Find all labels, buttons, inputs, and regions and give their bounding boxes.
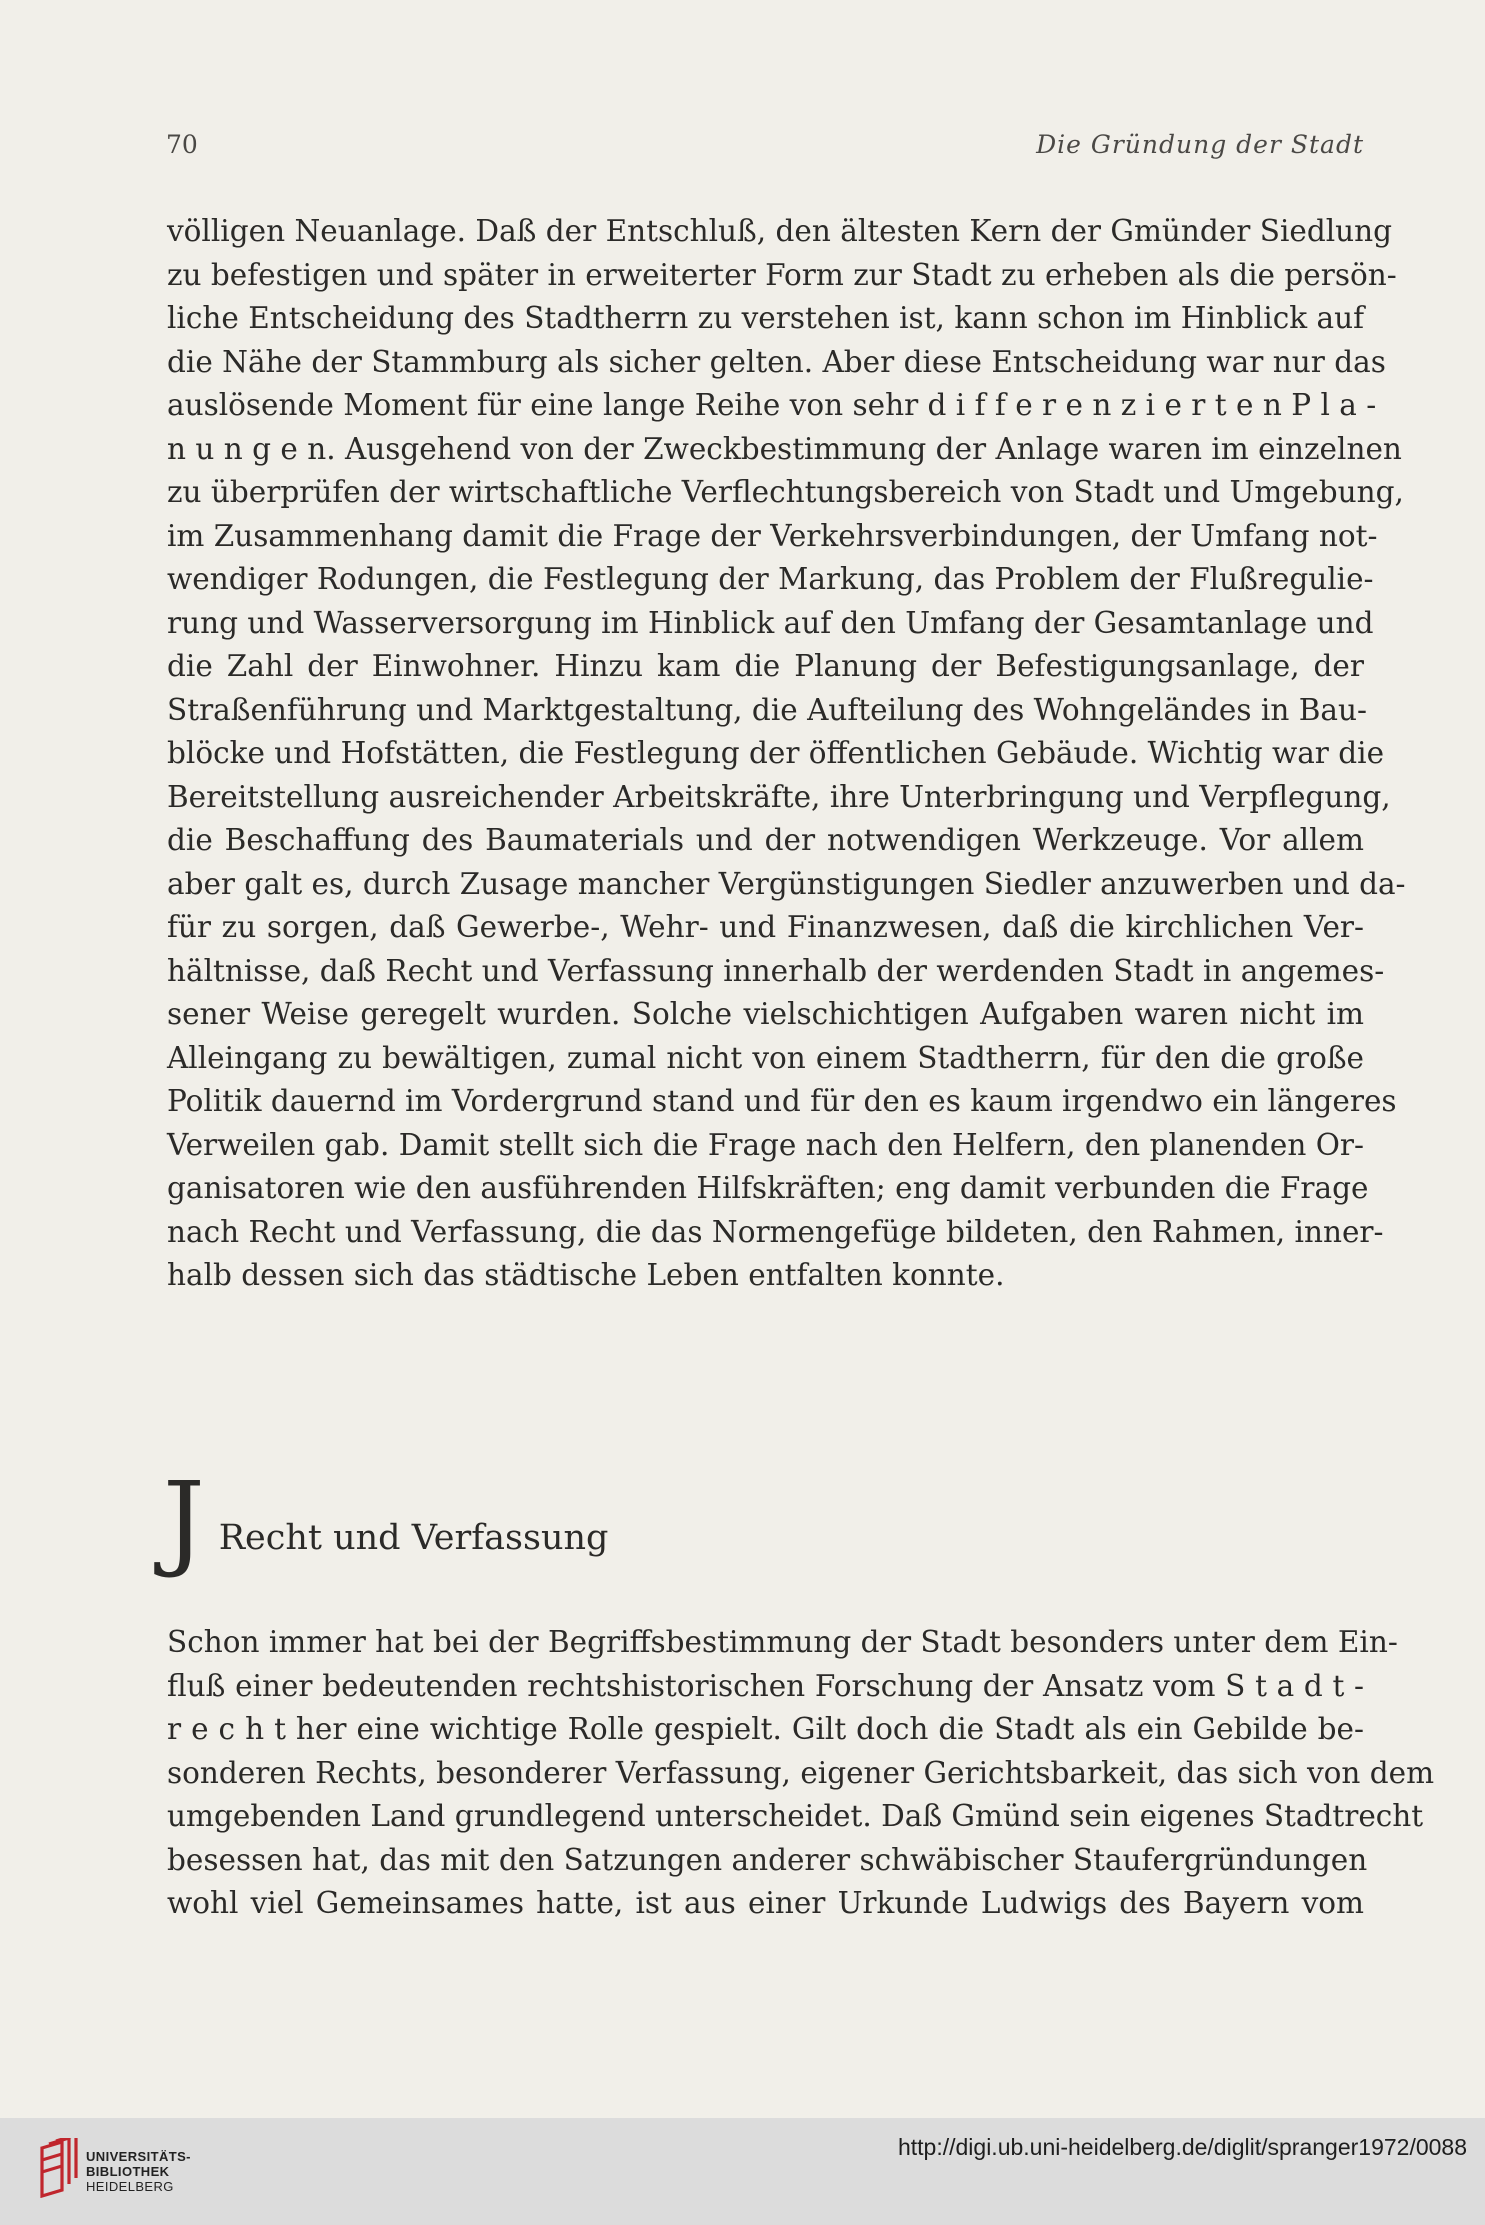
library-name bbox=[86, 2149, 191, 2194]
text-line: besessen hat, das mit den Satzungen anderer schwäbischer Staufergründungen bbox=[167, 1842, 1368, 1877]
text-line: n u n g e n. Ausgehend von der Zweckbestimmung der Anlage waren im einzelnen bbox=[167, 431, 1402, 466]
footer-bar bbox=[0, 2118, 1485, 2225]
text-line: sonderen Rechts, besonderer Verfassung, eigener Gerichtsbarkeit, das sich von dem bbox=[167, 1755, 1435, 1790]
library-name-line: BIBLIOTHEK bbox=[86, 2164, 170, 2179]
text-line: die Beschaffung des Baumaterials und der notwendigen Werkzeuge. Vor allem bbox=[167, 823, 1364, 857]
text-line: fluß einer bedeutenden rechtshistorischen Forschung der Ansatz vom S t a d t - bbox=[167, 1668, 1364, 1703]
text-line: nach Recht und Verfassung, die das Normengefüge bildeten, den Rahmen, inner- bbox=[167, 1214, 1384, 1249]
text-line: liche Entscheidung des Stadtherrn zu verstehen ist, kann schon im Hinblick auf bbox=[167, 301, 1364, 335]
text-line: Alleingang zu bewältigen, zumal nicht von einem Stadtherrn, für den die große bbox=[167, 1040, 1364, 1075]
text-line: wohl viel Gemeinsames hatte, ist aus einer Urkunde Ludwigs des Bayern vom bbox=[167, 1886, 1364, 1920]
text-line: umgebenden Land grundlegend unterscheidet. Daß Gmünd sein eigenes Stadtrecht bbox=[167, 1799, 1424, 1833]
text-line: aber galt es, durch Zusage mancher Vergünstigungen Siedler anzuwerben und da- bbox=[167, 866, 1406, 901]
text-line: ganisatoren wie den ausführenden Hilfskräften; eng damit verbunden die Frage bbox=[167, 1171, 1369, 1205]
text-line: für zu sorgen, daß Gewerbe-, Wehr- und Finanzwesen, daß die kirchlichen Ver- bbox=[167, 910, 1364, 944]
page-number: 70 bbox=[166, 130, 198, 159]
source-url-link[interactable]: http://digi.ub.uni-heidelberg.de/diglit/spranger1972/0088 bbox=[897, 2134, 1467, 2160]
text-line: auslösende Moment für eine lange Reihe von sehr d i f f e r e n z i e r t e n P l a - bbox=[167, 388, 1377, 422]
running-title: Die Gründung der Stadt bbox=[1036, 130, 1364, 159]
text-line: sener Weise geregelt wurden. Solche vielschichtigen Aufgaben waren nicht im bbox=[167, 997, 1364, 1031]
text-line: völligen Neuanlage. Daß der Entschluß, den ältesten Kern der Gmünder Siedlung bbox=[167, 214, 1393, 248]
text-line: wendiger Rodungen, die Festlegung der Markung, das Problem der Flußregulie- bbox=[167, 562, 1374, 596]
section-letter: J bbox=[163, 1459, 205, 1581]
running-head bbox=[166, 130, 1364, 159]
text-line: die Zahl der Einwohner. Hinzu kam die Planung der Befestigungsanlage, der bbox=[167, 649, 1364, 683]
text-line: die Nähe der Stammburg als sicher gelten. Aber diese Entscheidung war nur das bbox=[167, 344, 1386, 379]
section-heading bbox=[163, 1459, 609, 1581]
text-line: r e c h t her eine wichtige Rolle gespielt. Gilt doch die Stadt als ein Gebilde be- bbox=[167, 1712, 1364, 1746]
text-line: zu überprüfen der wirtschaftliche Verflechtungsbereich von Stadt und Umgebung, bbox=[167, 475, 1404, 509]
library-logo-icon bbox=[36, 2138, 82, 2198]
library-name-line: UNIVERSITÄTS- bbox=[86, 2149, 191, 2164]
text-line: halb dessen sich das städtische Leben entfalten konnte. bbox=[167, 1258, 1005, 1292]
text-line: Schon immer hat bei der Begriffsbestimmung der Stadt besonders unter dem Ein- bbox=[167, 1625, 1398, 1659]
text-line: Verweilen gab. Damit stellt sich die Frage nach den Helfern, den planenden Or- bbox=[167, 1127, 1364, 1162]
paragraph-2 bbox=[167, 1621, 1435, 1926]
text-line: im Zusammenhang damit die Frage der Verkehrsverbindungen, der Umfang not- bbox=[167, 518, 1378, 553]
text-line: blöcke und Hofstätten, die Festlegung der öffentlichen Gebäude. Wichtig war die bbox=[167, 736, 1385, 770]
section-title: Recht und Verfassung bbox=[218, 1518, 609, 1558]
text-line: Bereitstellung ausreichender Arbeitskräfte, ihre Unterbringung und Verpflegung, bbox=[167, 779, 1391, 814]
paragraph-1 bbox=[167, 210, 1406, 1298]
text-line: hältnisse, daß Recht und Verfassung innerhalb der werdenden Stadt in angemes- bbox=[167, 953, 1385, 988]
text-line: zu befestigen und später in erweiterter Form zur Stadt zu erheben als die persön- bbox=[167, 257, 1397, 292]
text-line: Politik dauernd im Vordergrund stand und für den es kaum irgendwo ein längeres bbox=[167, 1084, 1397, 1118]
text-line: Straßenführung und Marktgestaltung, die Aufteilung des Wohngeländes in Bau- bbox=[167, 692, 1367, 727]
library-name-line: HEIDELBERG bbox=[86, 2179, 174, 2194]
text-line: rung und Wasserversorgung im Hinblick auf den Umfang der Gesamtanlage und bbox=[167, 605, 1374, 640]
